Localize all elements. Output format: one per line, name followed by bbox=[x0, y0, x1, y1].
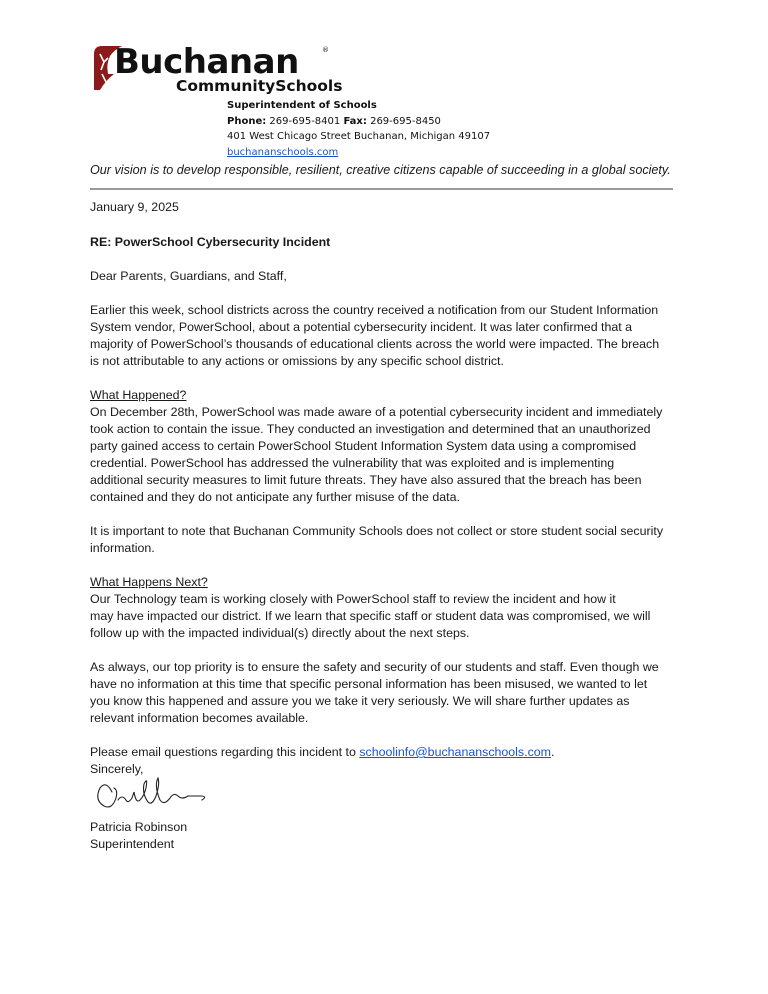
phone-number: 269-695-8401 bbox=[269, 115, 341, 127]
contact-block bbox=[227, 98, 490, 160]
email-link[interactable]: schoolinfo@buchananschools.com bbox=[359, 745, 551, 759]
logo-subtitle: CommunitySchools bbox=[176, 77, 343, 95]
vision-statement: Our vision is to develop responsible, resilient, creative citizens capable of succeeding in a global society. bbox=[90, 163, 671, 177]
contact-email-line: Please email questions regarding this incident to schoolinfo@buchananschools.com. bbox=[90, 745, 555, 759]
signer-block bbox=[90, 819, 187, 853]
letter-date: January 9, 2025 bbox=[90, 200, 179, 214]
website-link[interactable]: buchananschools.com bbox=[227, 146, 339, 158]
school-logo bbox=[92, 40, 392, 96]
signer-name: Patricia Robinson bbox=[90, 820, 188, 834]
intro-paragraph: Earlier this week, school districts across the country received a notification from our Student Information System vendor, PowerSchool, about a potential cybersecurity incident. It was later confirmed that a majority of PowerSchool’s thousands of educational clients across the world were impacted. The breach is not attributable to any actions or omissions by any specific school district. bbox=[90, 303, 660, 368]
divider bbox=[90, 188, 673, 190]
greeting: Dear Parents, Guardians, and Staff, bbox=[90, 269, 287, 283]
what-happens-next-heading: What Happens Next? bbox=[90, 575, 208, 589]
priority-paragraph: As always, our top priority is to ensure the safety and security of our students and staff. Even though we have no information at this time that specific personal information has been misused, we wanted to let you know this happened and assure you we take it very seriously. We will share further updates as relevant information becomes available. bbox=[90, 660, 659, 725]
letter-body bbox=[90, 199, 690, 778]
svg-text:®: ® bbox=[322, 46, 329, 54]
what-happens-next-paragraph: Our Technology team is working closely with PowerSchool staff to review the incident and how it may have impacted our district. If we learn that specific staff or student data was compromised, we will follow up with the impacted individual(s) directly about the next steps. bbox=[90, 592, 651, 640]
phone-fax-line: Phone: 269-695-8401 Fax: 269-695-8450 bbox=[227, 115, 441, 127]
what-happened-heading: What Happened? bbox=[90, 388, 187, 402]
logo-wordmark: Buchanan bbox=[114, 42, 299, 82]
closing: Sincerely, bbox=[90, 762, 144, 776]
signer-title: Superintendent bbox=[90, 837, 175, 851]
fax-number: 269-695-8450 bbox=[370, 115, 441, 127]
what-happened-paragraph: On December 28th, PowerSchool was made aware of a potential cybersecurity incident and immediately took action to contain the issue. They conducted an investigation and determined that an unauthorized party gained access to certain PowerSchool Student Information System data using a compromised credential. PowerSchool has addressed the vulnerability that was exploited and is implementing additional security measures to limit future threats. They have also assured that the breach has been contained and they do not anticipate any further misuse of the data. bbox=[90, 405, 663, 504]
address: 401 West Chicago Street Buchanan, Michigan 49107 bbox=[227, 131, 491, 142]
signature-image bbox=[92, 770, 222, 816]
superintendent-role: Superintendent of Schools bbox=[227, 100, 377, 111]
letter-subject: RE: PowerSchool Cybersecurity Incident bbox=[90, 235, 331, 249]
important-note-paragraph: It is important to note that Buchanan Community Schools does not collect or store student social security information. bbox=[90, 524, 664, 555]
